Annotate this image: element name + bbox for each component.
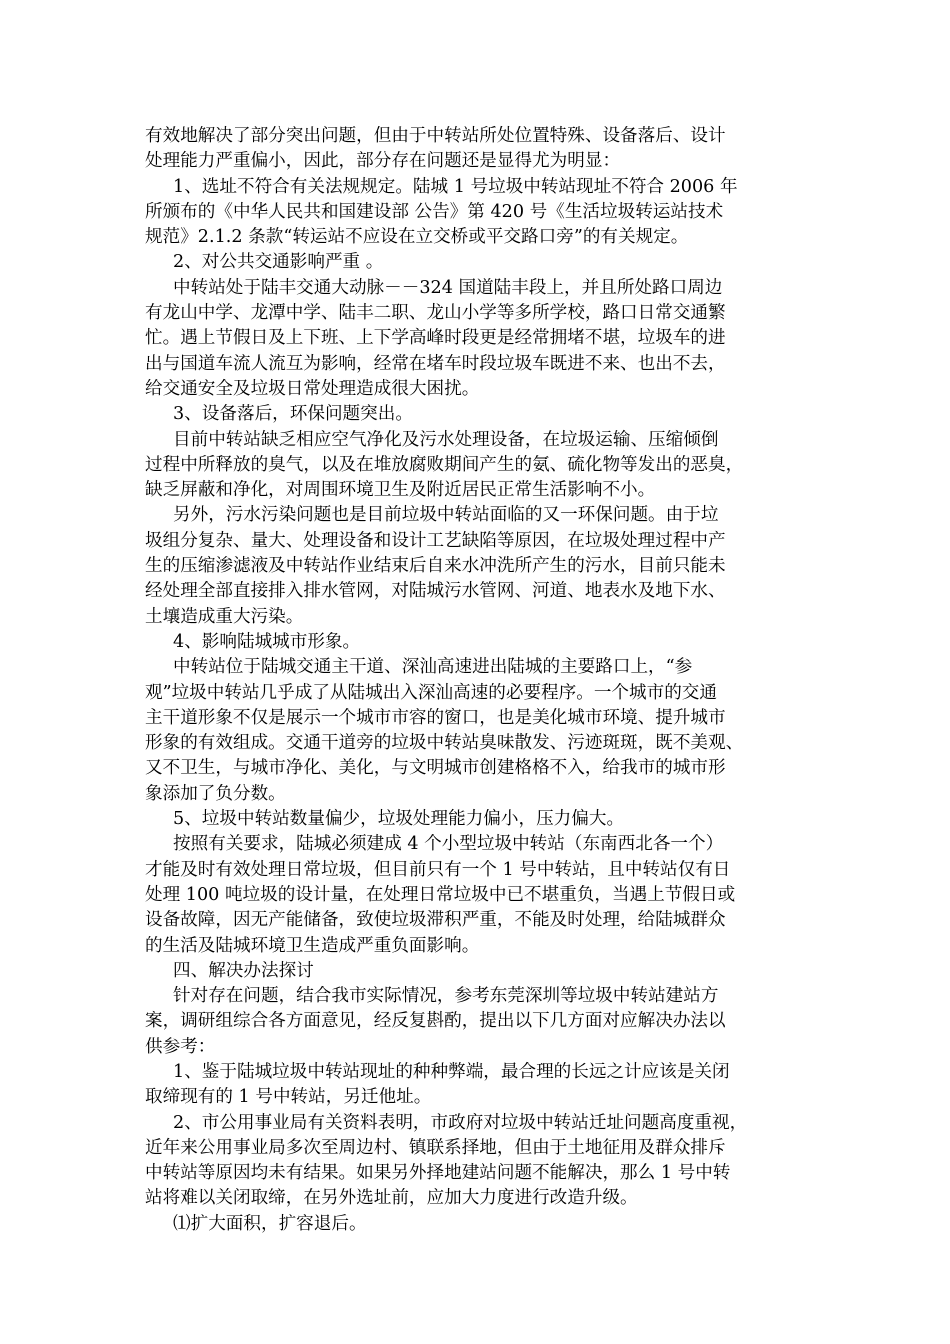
text-line: 近年来公用事业局多次至周边村、镇联系择地，但由于土地征用及群众排斥 bbox=[145, 1137, 726, 1158]
text-line: 给交通安全及垃圾日常处理造成很大困扰。 bbox=[145, 378, 480, 399]
text-line: 案，调研组综合各方面意见，经反复斟酌，提出以下几方面对应解决办法以 bbox=[145, 1011, 726, 1032]
text-line: 有效地解决了部分突出问题，但由于中转站所处位置特殊、设备落后、设计 bbox=[145, 126, 726, 146]
document-page bbox=[145, 124, 815, 1237]
text-line: 目前中转站缺乏相应空气净化及污水处理设备，在垃圾运输、压缩倾倒 bbox=[173, 429, 719, 450]
text-line: 处理 100 吨垃圾的设计量，在处理日常垃圾中已不堪重负，当遇上节假日或 bbox=[145, 884, 736, 905]
text-line: 的生活及陆城环境卫生造成严重负面影响。 bbox=[145, 935, 480, 956]
text-line: 象添加了负分数。 bbox=[145, 783, 286, 804]
text-line: 过程中所释放的臭气，以及在堆放腐败期间产生的氨、硫化物等发出的恶臭， bbox=[145, 454, 744, 475]
text-line: 缺乏屏蔽和净化，对周围环境卫生及附近居民正常生活影响不小。 bbox=[145, 480, 656, 501]
text-line: 出与国道车流人流互为影响，经常在堵车时段垃圾车既进不来、也出不去， bbox=[145, 353, 726, 374]
text-line: 中转站等原因均未有结果。如果另外择地建站问题不能解决，那么 1 号中转 bbox=[145, 1163, 731, 1184]
text-line: 处理能力严重偏小，因此，部分存在问题还是显得尤为明显： bbox=[145, 151, 621, 172]
text-line: 供参考： bbox=[145, 1036, 216, 1057]
text-line: 取缔现有的 1 号中转站，另迁他址。 bbox=[145, 1087, 432, 1108]
text-line: 所颁布的《中华人民共和国建设部 公告》第 420 号《生活垃圾转运站技术 bbox=[145, 201, 724, 222]
text-line: 经处理全部直接排入排水管网，对陆城污水管网、河道、地表水及地下水、 bbox=[145, 581, 726, 602]
text-line: 才能及时有效处理日常垃圾，但目前只有一个 1 号中转站，且中转站仅有日 bbox=[145, 859, 731, 880]
text-line: 规范》2.1.2 条款“转运站不应设在立交桥或平交路口旁”的有关规定。 bbox=[145, 227, 689, 248]
text-line: 中转站处于陆丰交通大动脉－－324 国道陆丰段上，并且所处路口周边 bbox=[173, 277, 723, 298]
text-line: 中转站位于陆城交通主干道、深汕高速进出陆城的主要路口上，“参 bbox=[173, 657, 693, 678]
text-line: 主干道形象不仅是展示一个城市市容的窗口，也是美化城市环境、提升城市 bbox=[145, 707, 726, 728]
text-line: 四、解决办法探讨 bbox=[173, 960, 314, 981]
text-line: 3、设备落后，环保问题突出。 bbox=[173, 404, 413, 425]
text-line: 有龙山中学、龙潭中学、陆丰二职、龙山小学等多所学校，路口日常交通繁 bbox=[145, 303, 726, 324]
text-line: 生的压缩渗滤液及中转站作业结束后自来水冲洗所产生的污水，目前只能未 bbox=[145, 556, 726, 577]
text-line: 1、选址不符合有关法规规定。陆城 1 号垃圾中转站现址不符合 2006 年 bbox=[173, 176, 738, 197]
text-line: 2、对公共交通影响严重 。 bbox=[173, 252, 384, 273]
text-line: 观”垃圾中转站几乎成了从陆城出入深汕高速的必要程序。一个城市的交通 bbox=[145, 682, 717, 703]
text-line: 2、市公用事业局有关资料表明，市政府对垃圾中转站迁址问题高度重视， bbox=[173, 1112, 748, 1133]
text-line: 站将难以关闭取缔，在另外选址前，应加大力度进行改造升级。 bbox=[145, 1188, 638, 1209]
text-line: 圾组分复杂、量大、处理设备和设计工艺缺陷等原因，在垃圾处理过程中产 bbox=[145, 530, 726, 551]
text-line: 1、鉴于陆城垃圾中转站现址的种种弊端，最合理的长远之计应该是关闭 bbox=[173, 1061, 730, 1082]
text-line: ⑴扩大面积，扩容退后。 bbox=[173, 1213, 367, 1234]
text-line: 形象的有效组成。交通干道旁的垃圾中转站臭味散发、污迹斑斑，既不美观、 bbox=[145, 733, 744, 754]
text-line: 设备故障，因无产能储备，致使垃圾滞积严重，不能及时处理，给陆城群众 bbox=[145, 910, 726, 931]
text-line: 另外，污水污染问题也是目前垃圾中转站面临的又一环保问题。由于垃 bbox=[173, 505, 719, 526]
text-line: 4、影响陆城城市形象。 bbox=[173, 631, 361, 652]
text-line: 5、垃圾中转站数量偏少，垃圾处理能力偏小，压力偏大。 bbox=[173, 809, 625, 830]
text-line: 又不卫生，与城市净化、美化，与文明城市创建格格不入，给我市的城市形 bbox=[145, 758, 726, 779]
text-line: 土壤造成重大污染。 bbox=[145, 606, 304, 627]
text-line: 针对存在问题，结合我市实际情况，参考东莞深圳等垃圾中转站建站方 bbox=[173, 986, 719, 1007]
text-line: 忙。遇上节假日及上下班、上下学高峰时段更是经常拥堵不堪，垃圾车的进 bbox=[145, 328, 726, 349]
text-line: 按照有关要求，陆城必须建成 4 个小型垃圾中转站（东南西北各一个） bbox=[173, 834, 724, 855]
